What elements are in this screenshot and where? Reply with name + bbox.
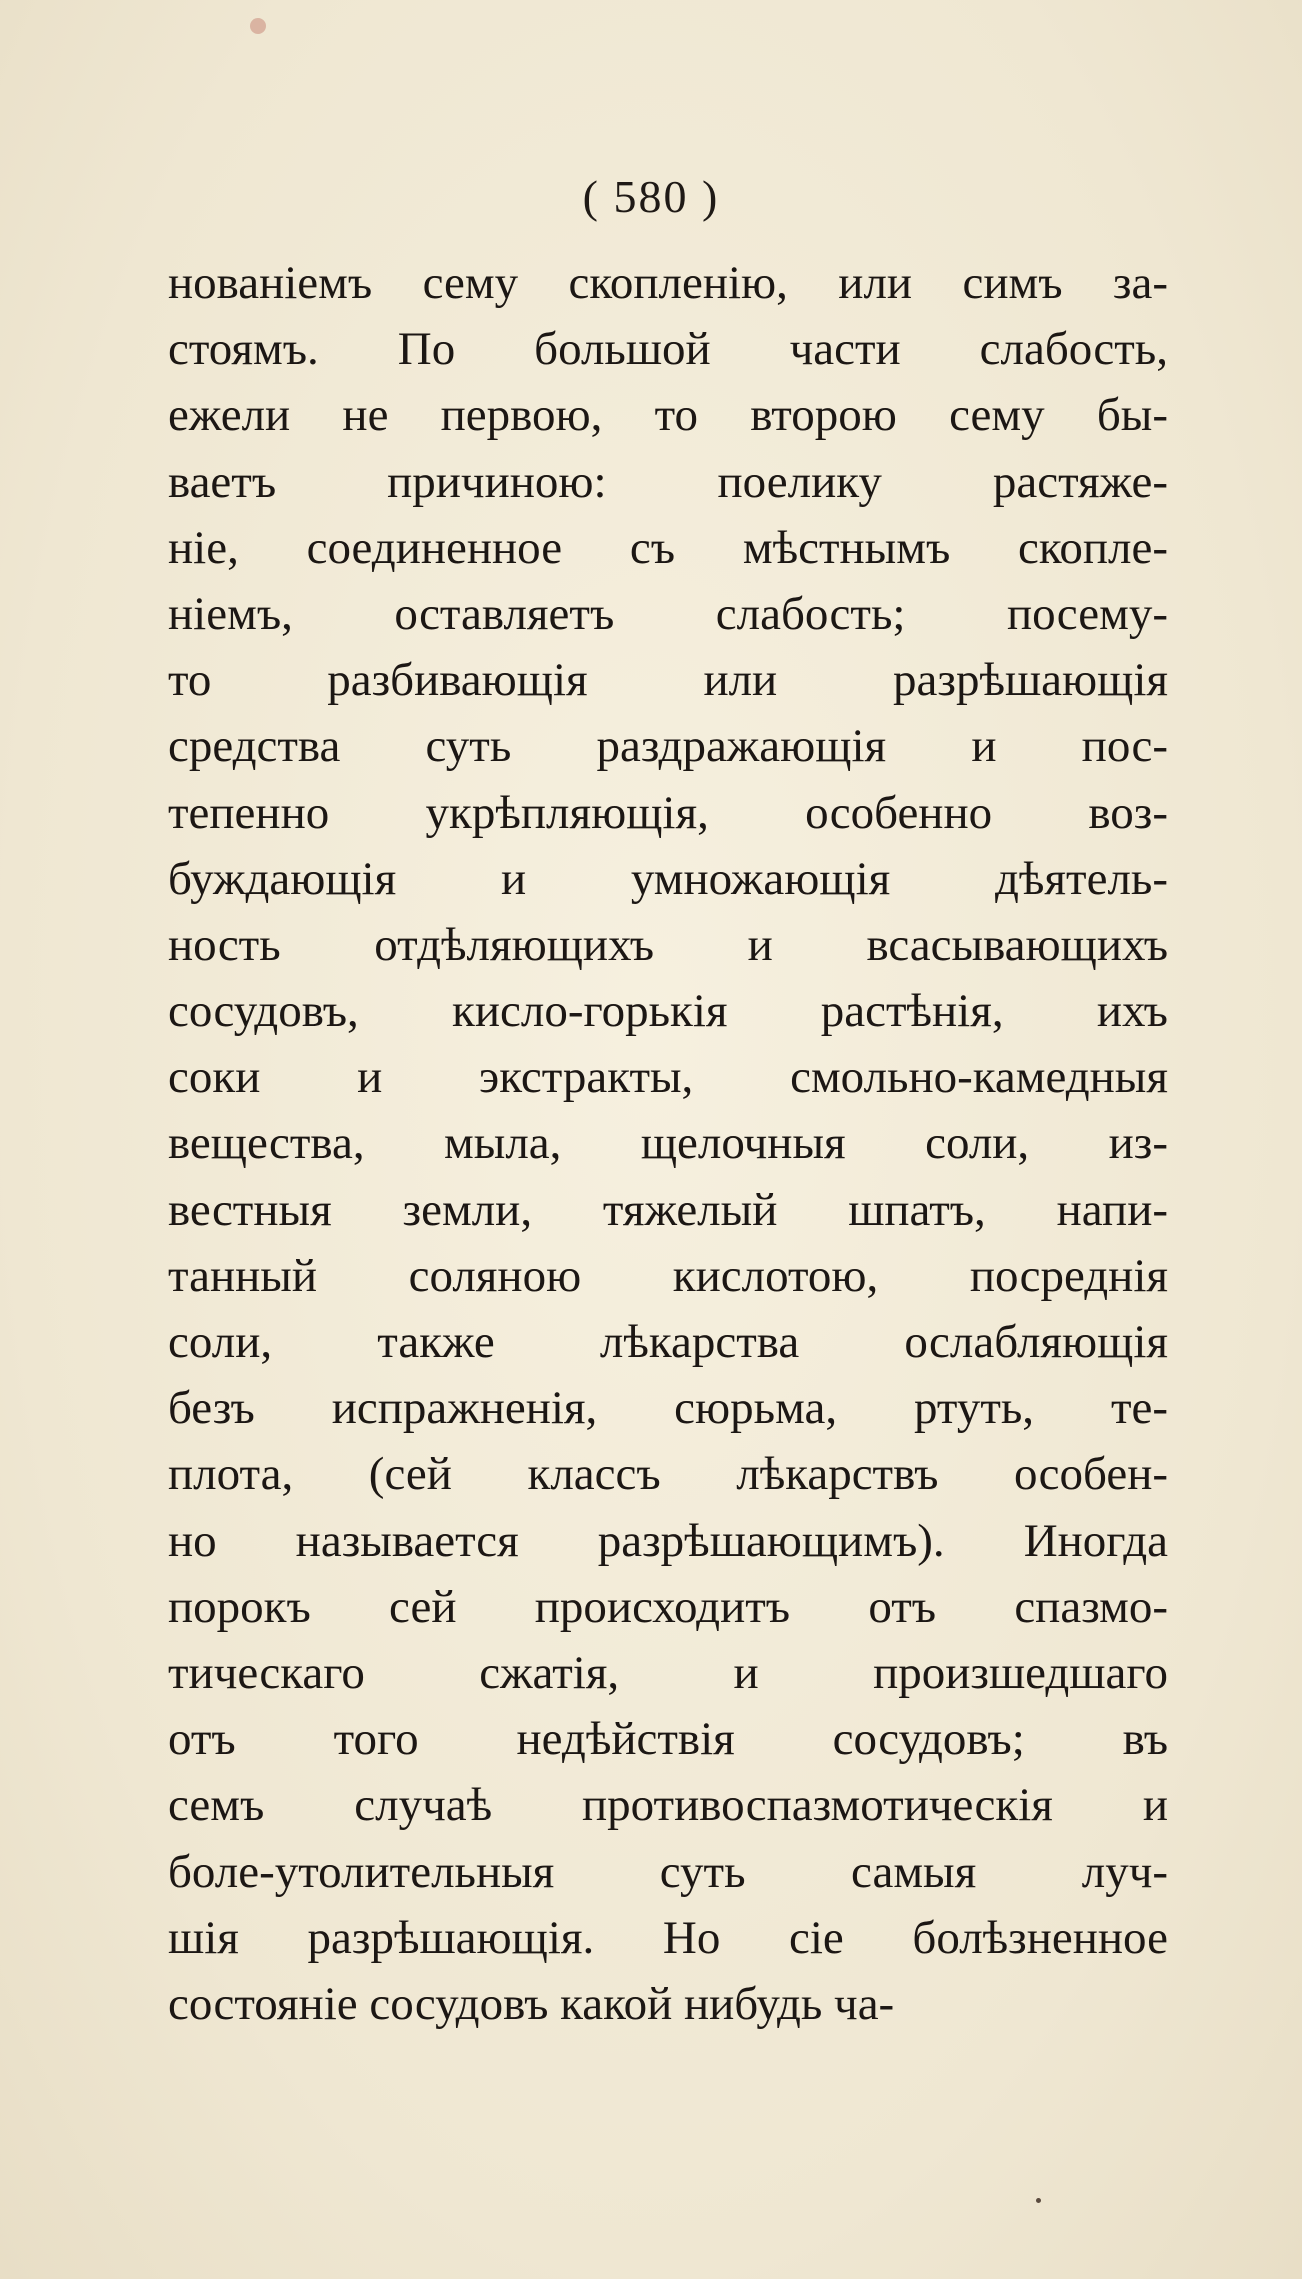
text-line: плота, (сей классъ лѣкарствъ особен- — [168, 1448, 1168, 1501]
text-line: вещества, мыла, щелочныя соли, из- — [168, 1117, 1168, 1170]
text-line: шія разрѣшающія. Но сіе болѣзненное — [168, 1911, 1168, 1964]
text-line: порокъ сей происходитъ отъ спазмо- — [168, 1580, 1168, 1633]
text-line: вестныя земли, тяжелый шпатъ, напи- — [168, 1183, 1168, 1236]
text-line: сосудовъ, кисло-горькія растѣнія, ихъ — [168, 985, 1168, 1038]
text-line: ніемъ, оставляетъ слабость; посему- — [168, 587, 1168, 640]
text-line: семъ случаѣ противоспазмотическія и — [168, 1779, 1168, 1832]
ink-smudge — [250, 18, 266, 34]
text-line: средства суть раздражающія и пос- — [168, 720, 1168, 773]
text-line: ніе, соединенное съ мѣстнымъ скопле- — [168, 521, 1168, 574]
page-number: ( 580 ) — [582, 171, 720, 222]
text-line: танный соляною кислотою, посреднія — [168, 1249, 1168, 1302]
printer-mark — [1036, 2198, 1041, 2203]
text-line: нованіемъ сему скопленію, или симъ за- — [168, 257, 1168, 309]
text-line: но называется разрѣшающимъ). Иногда — [168, 1514, 1168, 1567]
text-line: тепенно укрѣпляющія, особенно воз- — [168, 786, 1168, 839]
text-line: ность отдѣляющихъ и всасывающихъ — [168, 918, 1168, 971]
text-line: стоямъ. По большой части слабость, — [168, 323, 1168, 376]
text-line: отъ того недѣйствія сосудовъ; въ — [168, 1713, 1168, 1766]
text-line: буждающія и умножающія дѣятель- — [168, 852, 1168, 905]
text-line: безъ испражненія, сюрьма, ртуть, те- — [168, 1382, 1168, 1435]
body-text — [168, 250, 1168, 2037]
text-line: ежели не первою, то второю сему бы- — [168, 389, 1168, 442]
text-line: боле-утолительныя суть самыя луч- — [168, 1845, 1168, 1898]
text-line: соки и экстракты, смольно-камедныя — [168, 1051, 1168, 1104]
text-line: состояніе сосудовъ какой нибудь ча- — [168, 1977, 895, 2030]
text-line: соли, также лѣкарства ослабляющія — [168, 1316, 1168, 1368]
text-line: то разбивающія или разрѣшающія — [168, 654, 1168, 707]
text-line: тическаго сжатія, и произшедшаго — [168, 1646, 1168, 1699]
text-line: ваетъ причиною: поелику растяже- — [168, 455, 1168, 508]
